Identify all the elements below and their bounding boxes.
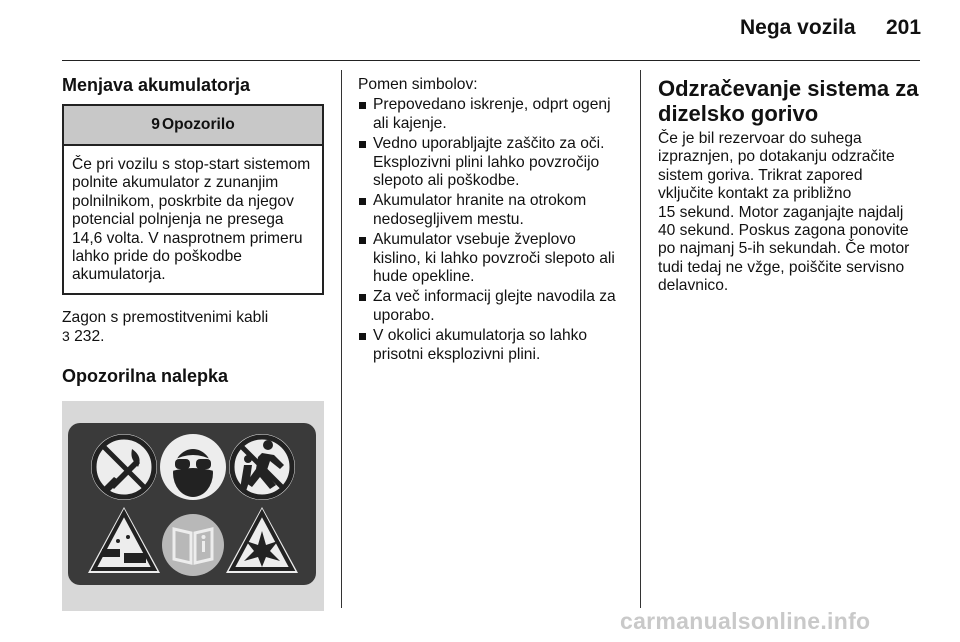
warning-line: lahko pride do poškodbe <box>72 248 242 266</box>
list-item-line: ali kajenje. <box>373 114 447 132</box>
bullet-square-icon <box>359 141 366 148</box>
bullet-square-icon <box>359 294 366 301</box>
bullet-square-icon <box>359 333 366 340</box>
list-item-line: hude opekline. <box>373 268 475 286</box>
paragraph-line: po najmanj 5-ih sekundah. Če motor <box>658 240 910 258</box>
paragraph-line: 15 sekund. Motor zaganjajte najdalj <box>658 203 904 221</box>
no-fire-smoking-icon <box>91 434 157 500</box>
section-heading-battery-replacement: Menjava akumulatorja <box>62 75 251 95</box>
jumpstart-paragraph <box>62 309 324 347</box>
column-left <box>62 74 324 611</box>
list-item-line: nedosegljivem mestu. <box>373 210 524 228</box>
warning-title: Opozorilo <box>161 116 235 133</box>
list-item-line: slepoto ali poškodbe. <box>373 172 520 190</box>
paragraph-line: Če je bil rezervoar do suhega <box>658 130 862 147</box>
warning-line: 14,6 volta. V nasprotnem primeru <box>72 229 303 247</box>
paragraph-line: vključite kontakt za približno <box>658 185 852 203</box>
page-number: 201 <box>886 16 922 39</box>
heading-line: Odzračevanje sistema za <box>658 76 919 101</box>
list-item-line: Za več informacij glejte navodila za <box>373 288 616 306</box>
column-divider <box>640 70 641 608</box>
warning-sticker-image <box>62 401 324 611</box>
list-item <box>358 231 626 286</box>
paragraph-line: izpraznjen, po dotakanju odzračite <box>658 148 895 166</box>
paragraph-line: delavnico. <box>658 277 729 295</box>
jumpstart-reference[interactable] <box>62 327 324 346</box>
column-right <box>658 76 920 296</box>
running-header-title: Nega vozila <box>740 16 856 39</box>
keep-children-away-icon <box>229 434 295 500</box>
warning-triangle-icon: 9 <box>151 116 160 133</box>
page-reference-arrow-icon: 3 <box>62 328 70 345</box>
section-heading-warning-label: Opozorilna nalepka <box>62 365 229 386</box>
read-manual-icon <box>162 514 224 576</box>
column-divider <box>341 70 342 608</box>
list-item <box>358 135 626 190</box>
list-item-line: prisotni eksplozivni plini. <box>373 345 541 363</box>
symbol-meanings-list <box>358 96 626 364</box>
warning-sticker-graphic <box>62 401 324 611</box>
warning-line: potencial polnjenja ne presega <box>72 211 284 229</box>
section-heading-diesel-bleeding <box>658 76 920 126</box>
header-divider <box>62 60 920 61</box>
page-reference-number: 232. <box>69 328 105 346</box>
warning-text <box>64 146 322 293</box>
warning-line: akumulatorja. <box>72 266 166 284</box>
list-item-line: uporabo. <box>373 306 435 324</box>
warning-box <box>62 104 324 295</box>
list-item <box>358 327 626 364</box>
warning-line: polnite akumulator z zunanjim <box>72 174 279 192</box>
list-item-line: Eksplozivni plini lahko povzročijo <box>373 153 600 171</box>
column-middle <box>358 76 626 366</box>
bullet-square-icon <box>359 237 366 244</box>
list-item <box>358 192 626 229</box>
warning-line: polnilnikom, poskrbite da njegov <box>72 192 294 210</box>
bullet-square-icon <box>359 102 366 109</box>
warning-line: Če pri vozilu s stop-start sistemom <box>72 156 311 173</box>
eye-protection-icon <box>160 434 226 500</box>
heading-line: dizelsko gorivo <box>658 101 819 126</box>
watermark: carmanualsonline.info <box>620 608 871 634</box>
symbols-intro: Pomen simbolov: <box>358 76 478 93</box>
list-item-line: Prepovedano iskrenje, odprt ogenj <box>373 96 611 114</box>
diesel-bleeding-paragraph <box>658 130 920 296</box>
paragraph-line: sistem goriva. Trikrat zapored <box>658 166 863 184</box>
warning-header <box>64 106 322 146</box>
list-item-line: kislino, ki lahko povzroči slepoto ali <box>373 249 615 267</box>
list-item <box>358 96 626 133</box>
bullet-square-icon <box>359 198 366 205</box>
jumpstart-text: Zagon s premostitvenimi kabli <box>62 308 269 326</box>
list-item-line: Vedno uporabljajte zaščito za oči. <box>373 135 605 153</box>
paragraph-line: tudi tedaj ne vžge, poiščite servisno <box>658 258 905 276</box>
list-item <box>358 288 626 325</box>
list-item-line: Akumulator vsebuje žveplovo <box>373 231 576 249</box>
list-item-line: V okolici akumulatorja so lahko <box>373 327 588 345</box>
list-item-line: Akumulator hranite na otrokom <box>373 192 587 210</box>
paragraph-line: 40 sekund. Poskus zagona ponovite <box>658 222 909 240</box>
